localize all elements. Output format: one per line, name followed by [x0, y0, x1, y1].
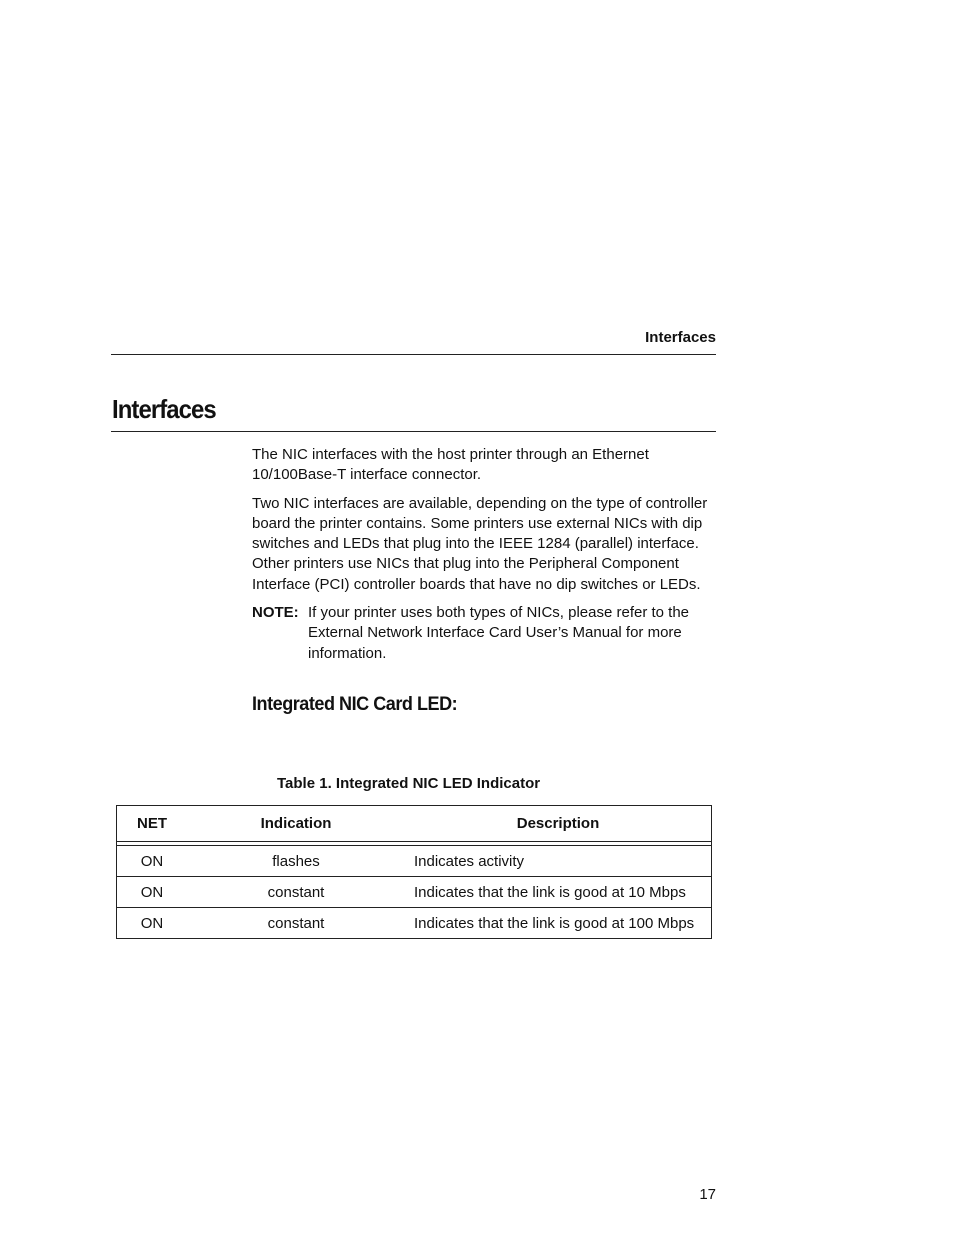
table-row [117, 907, 711, 938]
cell-description: Indicates that the link is good at 10 Mbps [414, 883, 686, 901]
note-text: If your printer uses both types of NICs, please refer to the External Network Interface Card User’s Manual for more information. [308, 604, 690, 662]
section-title: Integrated NIC Card LED: [252, 693, 458, 715]
cell-net: ON [140, 852, 164, 870]
running-header: Interfaces [645, 329, 716, 346]
paragraph-nic-types: Two NIC interfaces are available, depending on the type of controller board the printer contains. Some printers use external NICs with dip switches and LEDs that plug into the IEEE 1284 (parallel) interface. Other printers use NICs that plug into the Peripheral Component Interface (PCI) controller boards that have no dip switches or LEDs. [252, 494, 708, 593]
note-block [252, 603, 714, 664]
page-number: 17 [699, 1186, 716, 1203]
note-label: NOTE: [252, 604, 299, 622]
cell-description: Indicates that the link is good at 100 Mbps [414, 914, 695, 932]
cell-net: ON [140, 914, 164, 932]
table-row [117, 876, 711, 907]
cell-indication: flashes [272, 852, 320, 870]
cell-indication: constant [267, 914, 325, 932]
body-column [252, 445, 714, 718]
header-rule [111, 354, 716, 355]
table-row [117, 846, 711, 876]
title-rule [111, 431, 716, 432]
table-header-row [117, 806, 711, 842]
cell-indication: constant [267, 883, 325, 901]
column-header-net: NET [137, 815, 167, 832]
cell-description: Indicates activity [414, 852, 525, 870]
column-header-indication: Indication [260, 815, 332, 832]
table-caption: Table 1. Integrated NIC LED Indicator [277, 775, 541, 792]
nic-led-table [116, 805, 712, 939]
paragraph-intro: The NIC interfaces with the host printer through an Ethernet 10/100Base-T interface connector. [252, 446, 649, 484]
cell-net: ON [140, 883, 164, 901]
column-header-description: Description [516, 815, 600, 832]
chapter-title: Interfaces [112, 394, 216, 424]
